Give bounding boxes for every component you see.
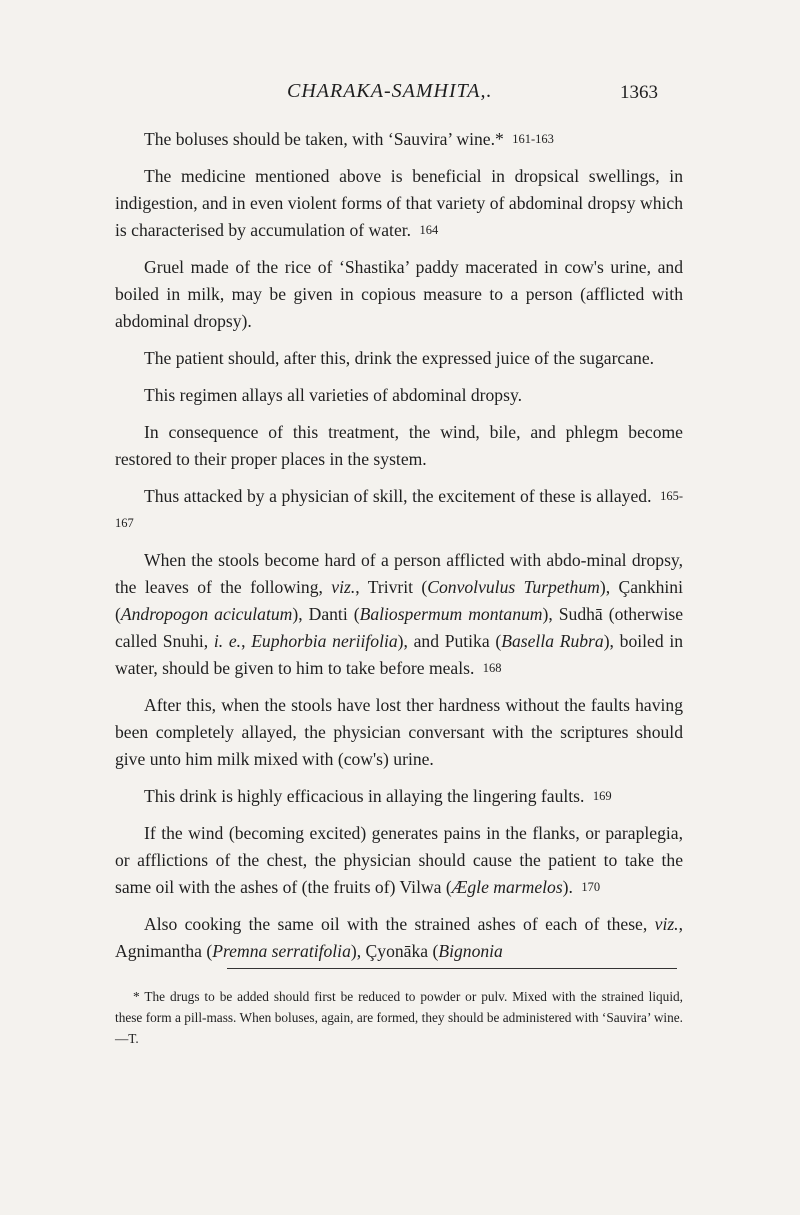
botanical-name: Convolvulus Turpethum	[427, 577, 600, 597]
footnote-divider	[227, 968, 677, 969]
paragraph-thus-attacked: Thus attacked by a physician of skill, the excitement of these is allayed. 165-167	[115, 486, 683, 530]
paragraph-wind: If the wind (becoming excited) generates pains in the flanks, or paraplegia, or afflictions of the chest, the physician should cause the patient to take the same oil with the ashes of (the fruits of) Vilwa (Ægle marmelos). 170	[115, 823, 683, 897]
verse-ref: 165-167	[115, 489, 683, 530]
verse-ref: 168	[482, 661, 502, 675]
botanical-name: Basella Rubra	[501, 631, 604, 651]
paragraph-after-this: After this, when the stools have lost ther hardness without the faults having been completely allayed, the physician conversant with the scriptures should give unto him milk mixed with (cow's) urine.	[115, 695, 683, 769]
botanical-name: Ægle marmelos	[451, 877, 563, 897]
verse-ref: 169	[592, 789, 612, 803]
page-body	[115, 126, 683, 965]
botanical-name: Euphorbia neriifolia	[251, 631, 398, 651]
paragraph-stools-hard: When the stools become hard of a person afflicted with abdo-minal dropsy, the leaves of the following, viz., Trivrit (Convolvulus Turpethum), Çankhini (Andropogon aciculatum), Danti (Baliospermum montanum), Sudhā (otherwise called Snuhi, i. e., Euphorbia neriifolia), and Putika (Basella Rubra), boiled in water, should be given to him to take before meals. 168	[115, 550, 684, 678]
botanical-name: Baliospermum montanum	[359, 604, 543, 624]
botanical-name: Premna serratifolia	[212, 941, 351, 961]
paragraph-consequence: In consequence of this treatment, the wind, bile, and phlegm become restored to their proper places in the system.	[115, 422, 683, 469]
page-number: 1363	[620, 82, 658, 103]
paragraph-cooking-oil: Also cooking the same oil with the strained ashes of each of these, viz., Agnimantha (Premna serratifolia), Çyonāka (Bignonia	[115, 914, 683, 961]
footnote: * The drugs to be added should first be reduced to powder or pulv. Mixed with the strained liquid, these form a pill-mass. When boluses, again, are formed, they should be administered with ‘Sauvira’ wine.—T.	[115, 989, 683, 1046]
botanical-name: Bignonia	[438, 941, 503, 961]
verse-ref: 170	[581, 880, 601, 894]
paragraph-gruel: Gruel made of the rice of ‘Shastika’ paddy macerated in cow's urine, and boiled in milk, may be given in copious measure to a person (afflicted with abdominal dropsy).	[115, 257, 683, 331]
paragraph-boluses: The boluses should be taken, with ‘Sauvira’ wine.* 161-163	[144, 129, 554, 149]
page-header	[0, 80, 800, 110]
paragraph-drink: This drink is highly efficacious in allaying the lingering faults. 169	[144, 786, 612, 806]
running-title: CHARAKA-SAMHITA,.	[287, 80, 493, 102]
verse-ref: 161-163	[512, 132, 554, 146]
paragraph-sugarcane: The patient should, after this, drink the expressed juice of the sugarcane.	[144, 348, 655, 368]
paragraph-medicine: The medicine mentioned above is beneficial in dropsical swellings, in indigestion, and in even violent forms of that variety of abdominal dropsy which is characterised by accumulation of water. 164	[115, 166, 683, 240]
botanical-name: Andropogon aciculatum	[120, 604, 293, 624]
paragraph-regimen: This regimen allays all varieties of abdominal dropsy.	[144, 385, 522, 405]
verse-ref: 164	[419, 223, 439, 237]
